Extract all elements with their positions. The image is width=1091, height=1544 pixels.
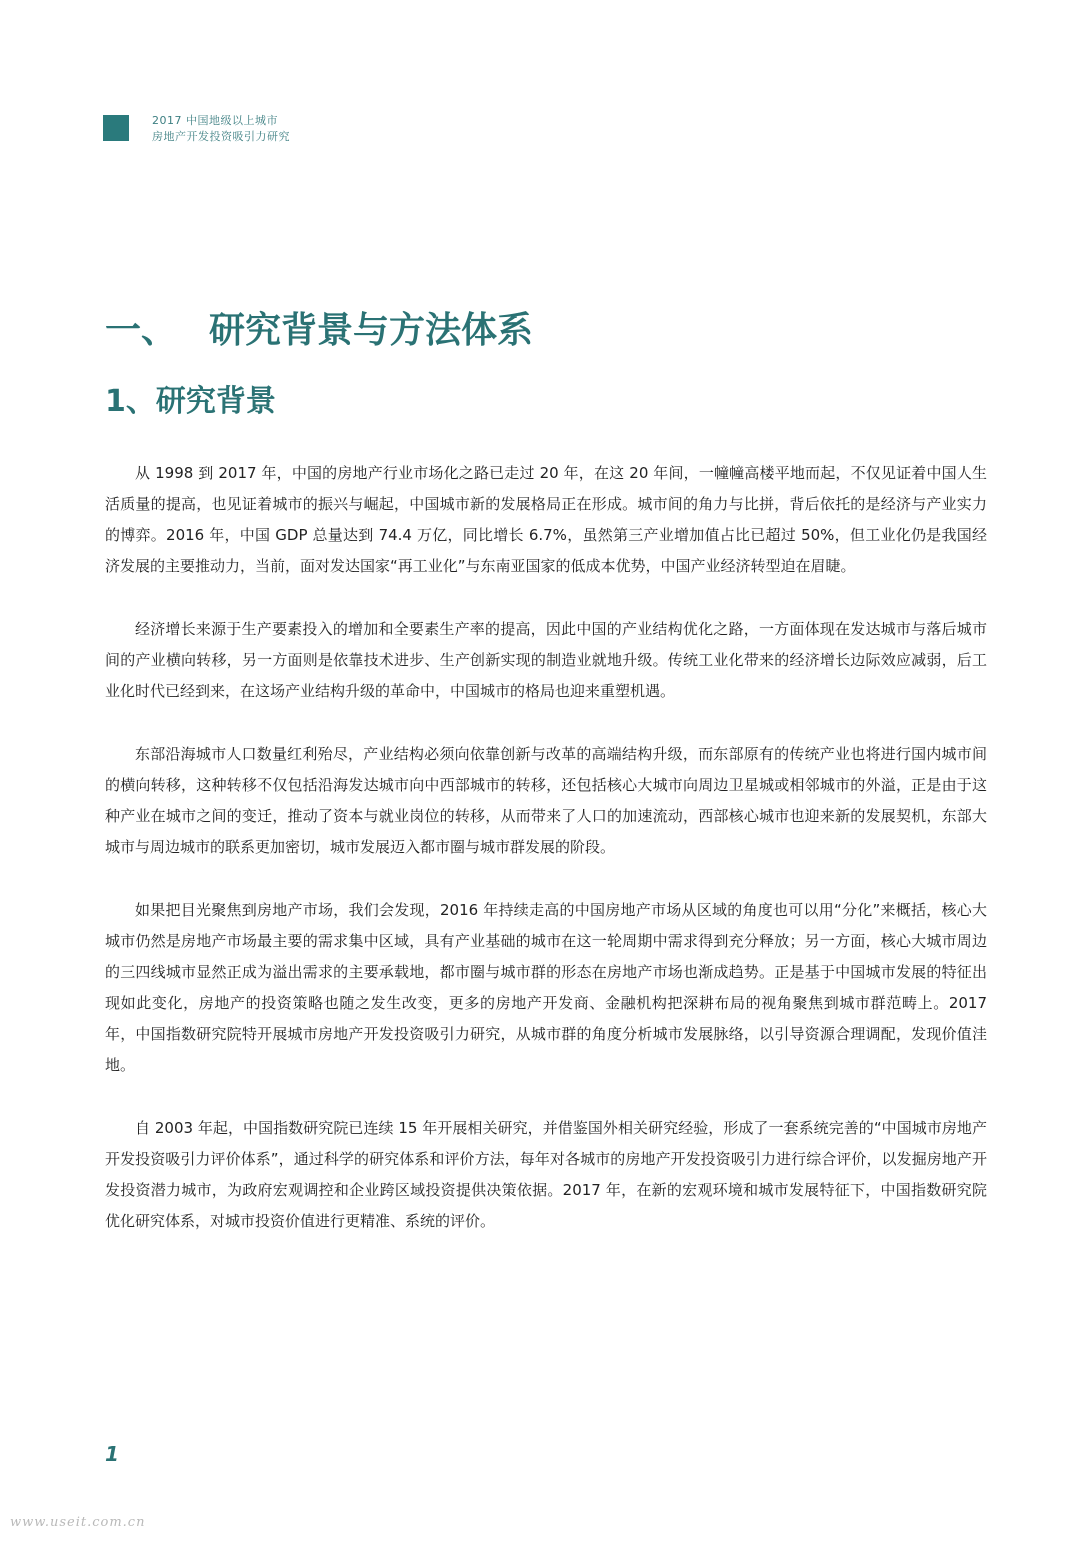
page-number: 1 <box>105 1442 119 1466</box>
paragraph: 经济增长来源于生产要素投入的增加和全要素生产率的提高，因此中国的产业结构优化之路，一方面体现在发达城市与落后城市间的产业横向转移，另一方面则是依靠技术进步、生产创新实现的制造业就地升级。传统工业化带来的经济增长边际效应减弱，后工业化时代已经到来，在这场产业结构升级的革命中，中国城市的格局也迎来重塑机遇。 <box>105 620 987 700</box>
chapter-title <box>105 306 533 356</box>
paragraph: 从 1998 到 2017 年，中国的房地产行业市场化之路已走过 20 年，在这 20 年间，一幢幢高楼平地而起，不仅见证着中国人生活质量的提高，也见证着城市的振兴与崛起，中国城市新的发展格局正在形成。城市间的角力与比拼，背后依托的是经济与产业实力的博弈。2016 年，中国 GDP 总量达到 74.4 万亿，同比增长 6.7%，虽然第三产业增加值占比已超过 50%，但工业化仍是我国经济发展的主要推动力，当前，面对发达国家“再工业化”与东南亚国家的低成本优势，中国产业经济转型迫在眉睫。 <box>105 464 987 575</box>
chapter-title-text: 研究背景与方法体系 <box>209 310 534 351</box>
chapter-number: 一、 <box>105 310 178 351</box>
running-header-line-2: 房地产开发投资吸引力研究 <box>152 130 290 143</box>
running-header-line-1: 2017 中国地级以上城市 <box>152 114 278 127</box>
running-header <box>152 113 290 145</box>
body-text <box>105 458 987 1269</box>
paragraph: 如果把目光聚焦到房地产市场，我们会发现，2016 年持续走高的中国房地产市场从区域的角度也可以用“分化”来概括，核心大城市仍然是房地产市场最主要的需求集中区域，具有产业基础的城市在这一轮周期中需求得到充分释放；另一方面，核心大城市周边的三四线城市显然正成为溢出需求的主要承载地，都市圈与城市群的形态在房地产市场也渐成趋势。正是基于中国城市发展的特征出现如此变化，房地产的投资策略也随之发生改变，更多的房地产开发商、金融机构把深耕布局的视角聚焦到城市群范畴上。2017 年，中国指数研究院特开展城市房地产开发投资吸引力研究，从城市群的角度分析城市发展脉络，以引导资源合理调配，发现价值洼地。 <box>105 901 987 1074</box>
watermark: www.useit.com.cn <box>10 1515 146 1530</box>
header-logo-square <box>103 115 129 141</box>
section-title: 1、研究背景 <box>105 384 276 419</box>
paragraph: 自 2003 年起，中国指数研究院已连续 15 年开展相关研究，并借鉴国外相关研究经验，形成了一套系统完善的“中国城市房地产开发投资吸引力评价体系”，通过科学的研究体系和评价方法，每年对各城市的房地产开发投资吸引力进行综合评价，以发掘房地产开发投资潜力城市，为政府宏观调控和企业跨区域投资提供决策依据。2017 年，在新的宏观环境和城市发展特征下，中国指数研究院优化研究体系，对城市投资价值进行更精准、系统的评价。 <box>105 1119 987 1230</box>
paragraph: 东部沿海城市人口数量红利殆尽，产业结构必须向依靠创新与改革的高端结构升级，而东部原有的传统产业也将进行国内城市间的横向转移，这种转移不仅包括沿海发达城市向中西部城市的转移，还包括核心大城市向周边卫星城或相邻城市的外溢，正是由于这种产业在城市之间的变迁，推动了资本与就业岗位的转移，从而带来了人口的加速流动，西部核心城市也迎来新的发展契机，东部大城市与周边城市的联系更加密切，城市发展迈入都市圈与城市群发展的阶段。 <box>105 745 987 856</box>
